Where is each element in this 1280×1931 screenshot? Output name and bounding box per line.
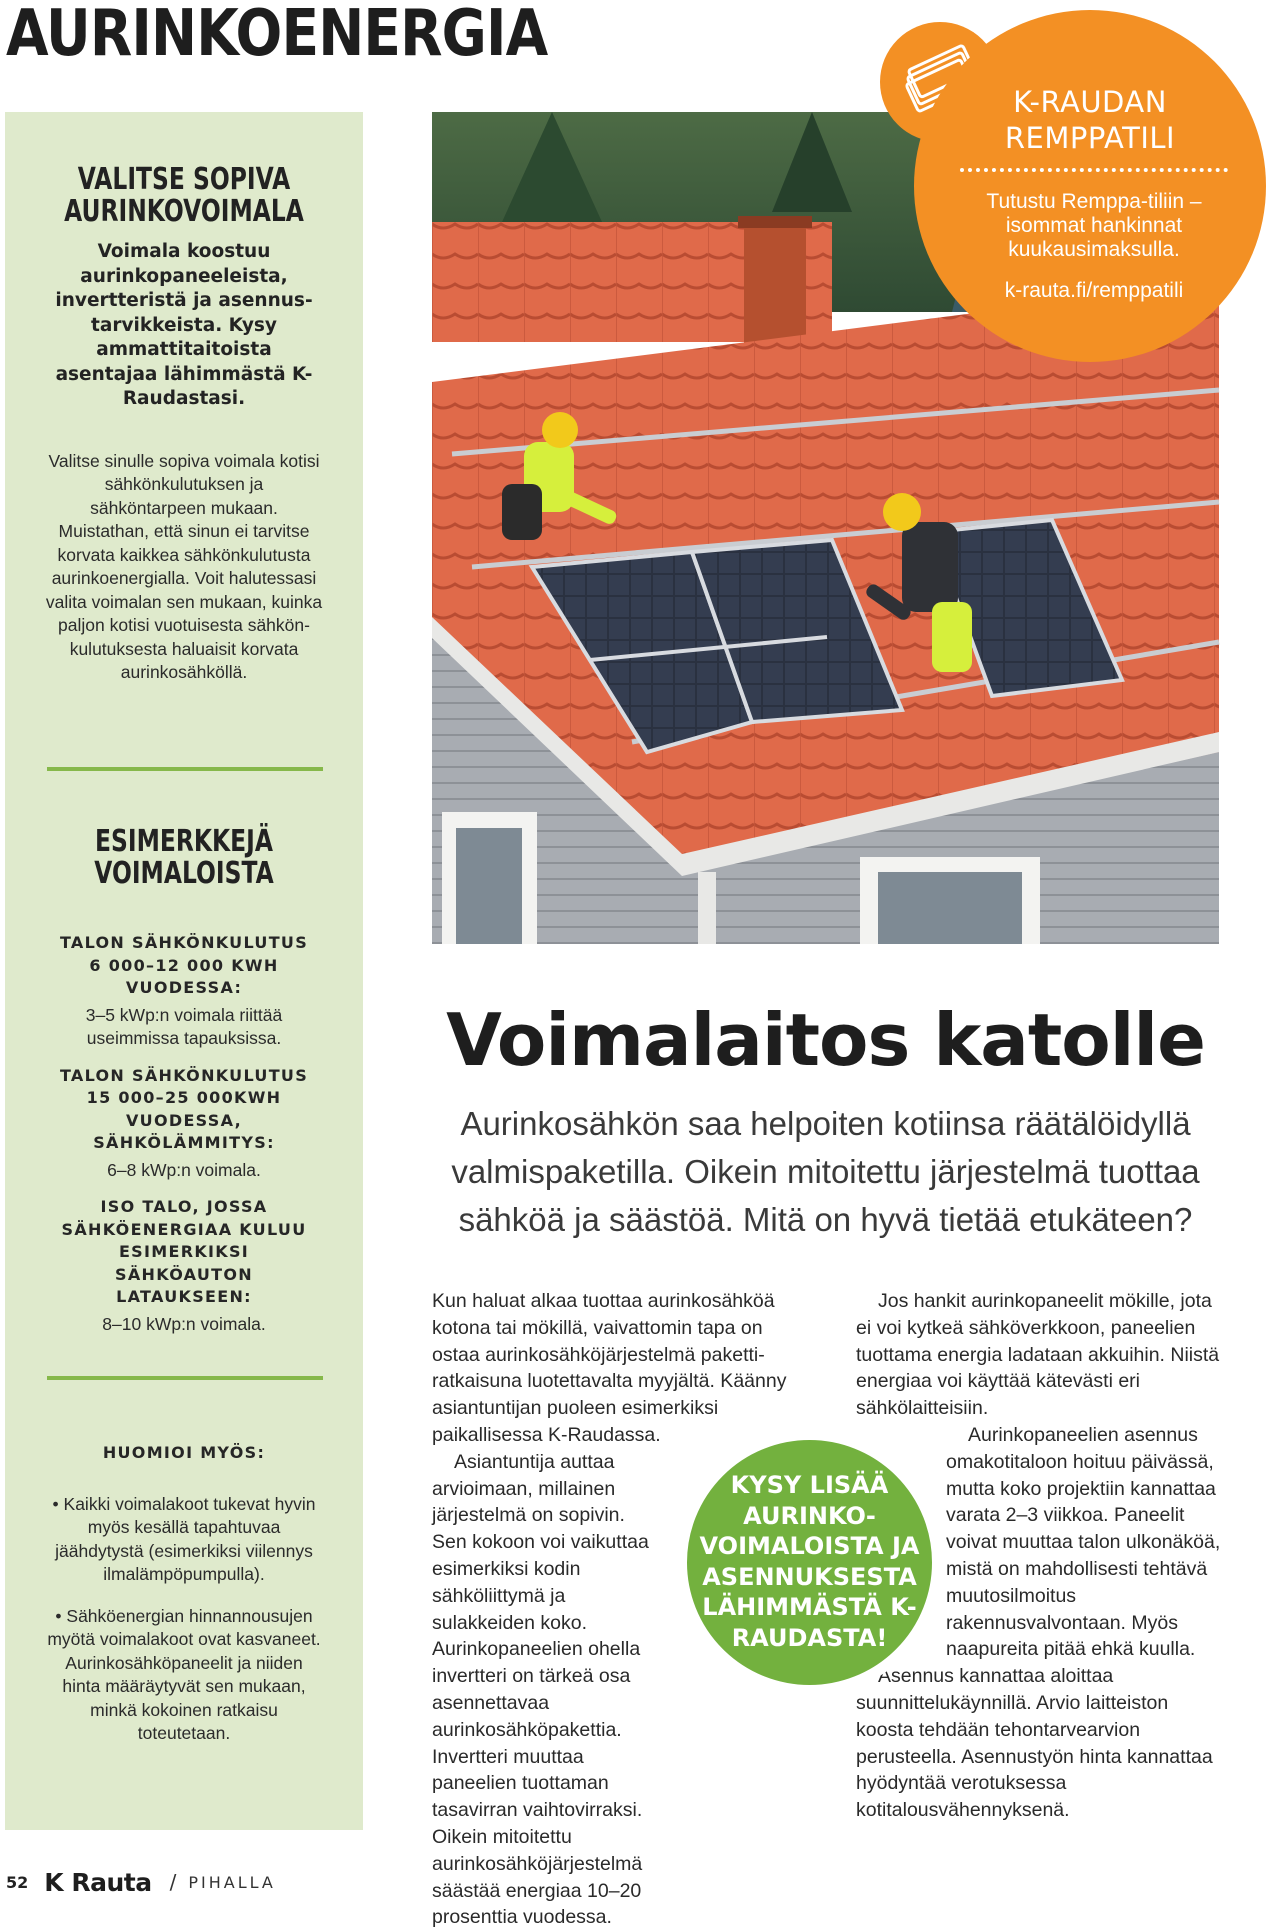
paragraph: Jos hankit aurinkopaneelit mökille, jota ei voi kytkeä sähköverkkoon, paneelien tuottama energia ladataan akkuihin. Niistä energiaa voi käyttää kätevästi eri sähkölaitteisiin.	[856, 1290, 1220, 1420]
example-label: TALON SÄHKÖNKULUTUS 6 000–12 000 KWH VUODESSA:	[59, 933, 309, 997]
promo-circle[interactable]	[914, 10, 1266, 362]
brand-logo: K Rauta	[44, 1867, 152, 1897]
sidebar-block-choose	[5, 164, 363, 685]
sidebar-heading-examples-2: VOIMALOISTA	[94, 856, 274, 891]
divider	[47, 1376, 323, 1380]
sidebar-heading-examples-1: ESIMERKKEJÄ	[95, 824, 273, 859]
example-label: ISO TALO, JOSSA SÄHKÖENERGIAA KULUU ESIMERKIKSI SÄHKÖAUTON LATAUKSEEN:	[61, 1197, 307, 1306]
sidebar-block-examples	[5, 826, 363, 1336]
footer-section-name: PIHALLA	[188, 1872, 276, 1892]
sidebar-block-notes	[5, 1442, 363, 1746]
promo-link[interactable]: k-rauta.fi/remppatili	[1004, 279, 1184, 302]
promo-body: Tutustu Remppa-tiliin – isommat hankinnat kuukausimaksulla.	[986, 190, 1202, 261]
callout-text: KYSY LISÄÄ AURINKOVOIMALOISTA JA ASENNUKSESTA LÄHIMMÄSTÄ K-RAUDASTA!	[699, 1471, 920, 1652]
promo-divider	[960, 168, 1228, 172]
footer-separator: /	[169, 1870, 177, 1894]
page-number: 52	[6, 1872, 29, 1892]
paragraph: Asiantuntija auttaa arvioimaan, millainen järjestelmä on sopivin. Sen kokoon voi vaikuttaa esimerkiksi kodin sähköliittymä ja sulakkeiden koko. Aurinkopaneelien ohella invertteri on tärkeä osa asennettavaa aurinkosähköpakettia. Invertteri muuttaa paneelien tuottaman tasavirran vaihtovirraksi. Oikein mitoitettu aurinkosähköjärjestelmä säästää energiaa 10–20 prosenttia vuodessa.	[432, 1450, 649, 1929]
promo-title[interactable]	[940, 84, 1240, 156]
article-headline: Voimalaitos katolle	[446, 998, 1205, 1082]
paragraph: Aurinkopaneelien asennus omakotitaloon hoituu päivässä, mutta koko projektiin kannattaa varata 2–3 viikkoa. Paneelit voivat muuttaa talon ulkonäköä, mistä on mahdollisesti tehtävä muutosilmoitus rakennusvalvontaan. Myös naapureita pitää ehkä kuulla.	[946, 1423, 1221, 1661]
example-value: 3–5 kWp:n voimala riittää useimmissa tapauksissa.	[85, 1004, 283, 1048]
section-title: AURINKOENERGIA	[6, 0, 548, 71]
sidebar	[5, 112, 363, 1830]
article-lede: Aurinkosähkön saa helpoiten kotiinsa räätälöidyllä valmispaketilla. Oikein mitoitettu järjestelmä tuottaa sähköä ja säästöä. Mitä on hyvä tietää etukäteen?	[451, 1105, 1200, 1238]
promo-title-line2: REMPPATILI	[1004, 121, 1176, 155]
sidebar-body: Valitse sinulle sopiva voimala kotisi sähkönkulutuksen ja sähköntarpeen mukaan. Muistathan, että sinun ei tarvitse korvata kaikkea sähkönkulutusta aurinkoenergialla. Voit halutessasi valita voimalan sen mukaan, kuinka paljon kotisi vuotuisesta sähkönkulutuksesta haluaisit korvata aurinkosähköllä.	[45, 450, 323, 682]
paragraph: Asennus kannattaa aloittaa suunnittelukäynnillä. Arvio laitteiston koosta tehdään tehontarvearvion perusteella. Asennustyön hinta kannattaa hyödyntää verotuksessa kotitalousvähennyksenä.	[856, 1665, 1213, 1822]
example-value: 6–8 kWp:n voimala.	[107, 1159, 261, 1180]
page-footer	[6, 1868, 276, 1896]
example-value: 8–10 kWp:n voimala.	[102, 1313, 266, 1334]
note-item: • Sähköenergian hinnannousujen myötä voimalakoot ovat kasvaneet. Aurinkosähköpaneelit ja niiden hinta määräytyvät sen mukaan, minkä kokoinen ratkaisu toteutetaan.	[47, 1605, 321, 1743]
paragraph: Kun haluat alkaa tuottaa aurinkosähköä kotona tai mökillä, vaivattomin tapa on ostaa aurinkosähköjärjestelmä pakettiratkaisuna luotettavalta myyjältä. Käänny asiantuntijan puoleen esimerkiksi paikallisessa K-Raudassa.	[432, 1290, 787, 1446]
divider	[47, 767, 323, 771]
promo-title-line1: K-RAUDAN	[1013, 85, 1167, 119]
notes-heading: HUOMIOI MYÖS:	[102, 1443, 266, 1462]
example-label: TALON SÄHKÖNKULUTUS 15 000–25 000KWH VUODESSA, SÄHKÖLÄMMITYS:	[59, 1065, 309, 1152]
sidebar-heading-choose-2: AURINKOVOIMALA	[64, 194, 304, 229]
note-item: • Kaikki voimalakoot tukevat hyvin myös kesällä tapahtuvaa jäähdytystä (esimerkiksi viilennys ilmalämpöpumpulla).	[52, 1493, 316, 1584]
sidebar-intro: Voimala koostuu aurinkopaneeleista, invertteristä ja asennustarvikkeista. Kysy ammattitaitoista asentajaa lähimmästä K-Raudastasi.	[55, 241, 313, 409]
sidebar-heading-choose-1: VALITSE SOPIVA	[77, 162, 291, 197]
